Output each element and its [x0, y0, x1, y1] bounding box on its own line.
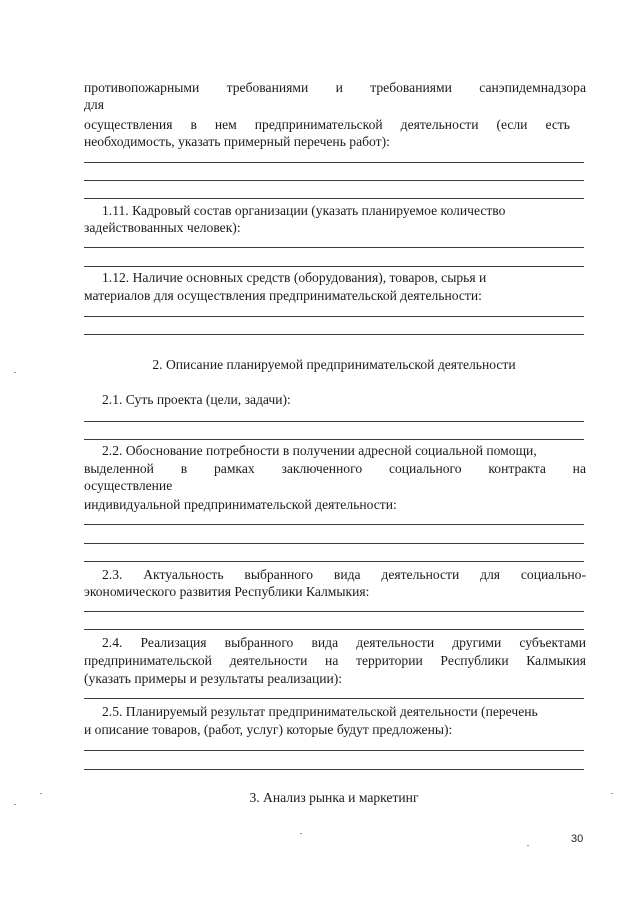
answer-line[interactable]: [84, 629, 584, 630]
p111-line2: задействованных человек):: [84, 220, 241, 235]
p111-line1: 1.11. Кадровый состав организации (указать планируемое количество: [102, 203, 506, 218]
answer-line[interactable]: [84, 316, 584, 317]
scan-speck: [300, 833, 302, 834]
p1-line3: осуществления в нем предпринимательской деятельности (если есть: [84, 117, 570, 132]
answer-line[interactable]: [84, 180, 584, 181]
section-2-heading: 2. Описание планируемой предпринимательской деятельности: [152, 357, 516, 372]
answer-line[interactable]: [84, 524, 584, 525]
p22-line2: выделенной в рамках заключенного социального контракта на: [84, 461, 586, 476]
p112-line2: материалов для осуществления предпринимательской деятельности:: [84, 288, 482, 303]
answer-line[interactable]: [84, 698, 584, 699]
p23-line1: 2.3. Актуальность выбранного вида деятельности для социально-: [102, 567, 586, 582]
p1-line1: противопожарными требованиями и требованиями санэпидемнадзора: [84, 80, 586, 95]
answer-line[interactable]: [84, 334, 584, 335]
answer-line[interactable]: [84, 198, 584, 199]
p1-line4: необходимость, указать примерный перечень работ):: [84, 134, 390, 149]
page-number: 30: [571, 833, 584, 845]
scan-speck: [14, 372, 16, 373]
scan-speck: [40, 793, 42, 794]
p25-line2: и описание товаров, (работ, услуг) которые будут предложены):: [84, 722, 453, 737]
p24-line2: предпринимательской деятельности на территории Республики Калмыкия: [84, 653, 586, 668]
section-3-heading: 3. Анализ рынка и маркетинг: [249, 790, 419, 805]
scan-speck: [611, 793, 613, 794]
scan-speck: [527, 845, 529, 846]
answer-line[interactable]: [84, 561, 584, 562]
p22-line1: 2.2. Обоснование потребности в получении адресной социальной помощи,: [102, 443, 537, 458]
answer-line[interactable]: [84, 266, 584, 267]
p24-line1: 2.4. Реализация выбранного вида деятельности другими субъектами: [102, 635, 586, 650]
answer-line[interactable]: [84, 543, 584, 544]
p1-line2: для: [84, 97, 104, 112]
p22-line3: осуществление: [84, 478, 173, 493]
answer-line[interactable]: [84, 247, 584, 248]
answer-line[interactable]: [84, 439, 584, 440]
p112-line1: 1.12. Наличие основных средств (оборудования), товаров, сырья и: [102, 270, 487, 285]
answer-line[interactable]: [84, 611, 584, 612]
p21-label: 2.1. Суть проекта (цели, задачи):: [102, 392, 291, 407]
answer-line[interactable]: [84, 162, 584, 163]
scan-speck: [14, 804, 16, 805]
answer-line[interactable]: [84, 750, 584, 751]
p24-line3: (указать примеры и результаты реализации):: [84, 671, 343, 686]
answer-line[interactable]: [84, 421, 584, 422]
p25-line1: 2.5. Планируемый результат предпринимательской деятельности (перечень: [102, 704, 538, 719]
p22-line4: индивидуальной предпринимательской деятельности:: [84, 497, 397, 512]
p23-line2: экономического развития Республики Калмыкия:: [84, 584, 370, 599]
answer-line[interactable]: [84, 769, 584, 770]
